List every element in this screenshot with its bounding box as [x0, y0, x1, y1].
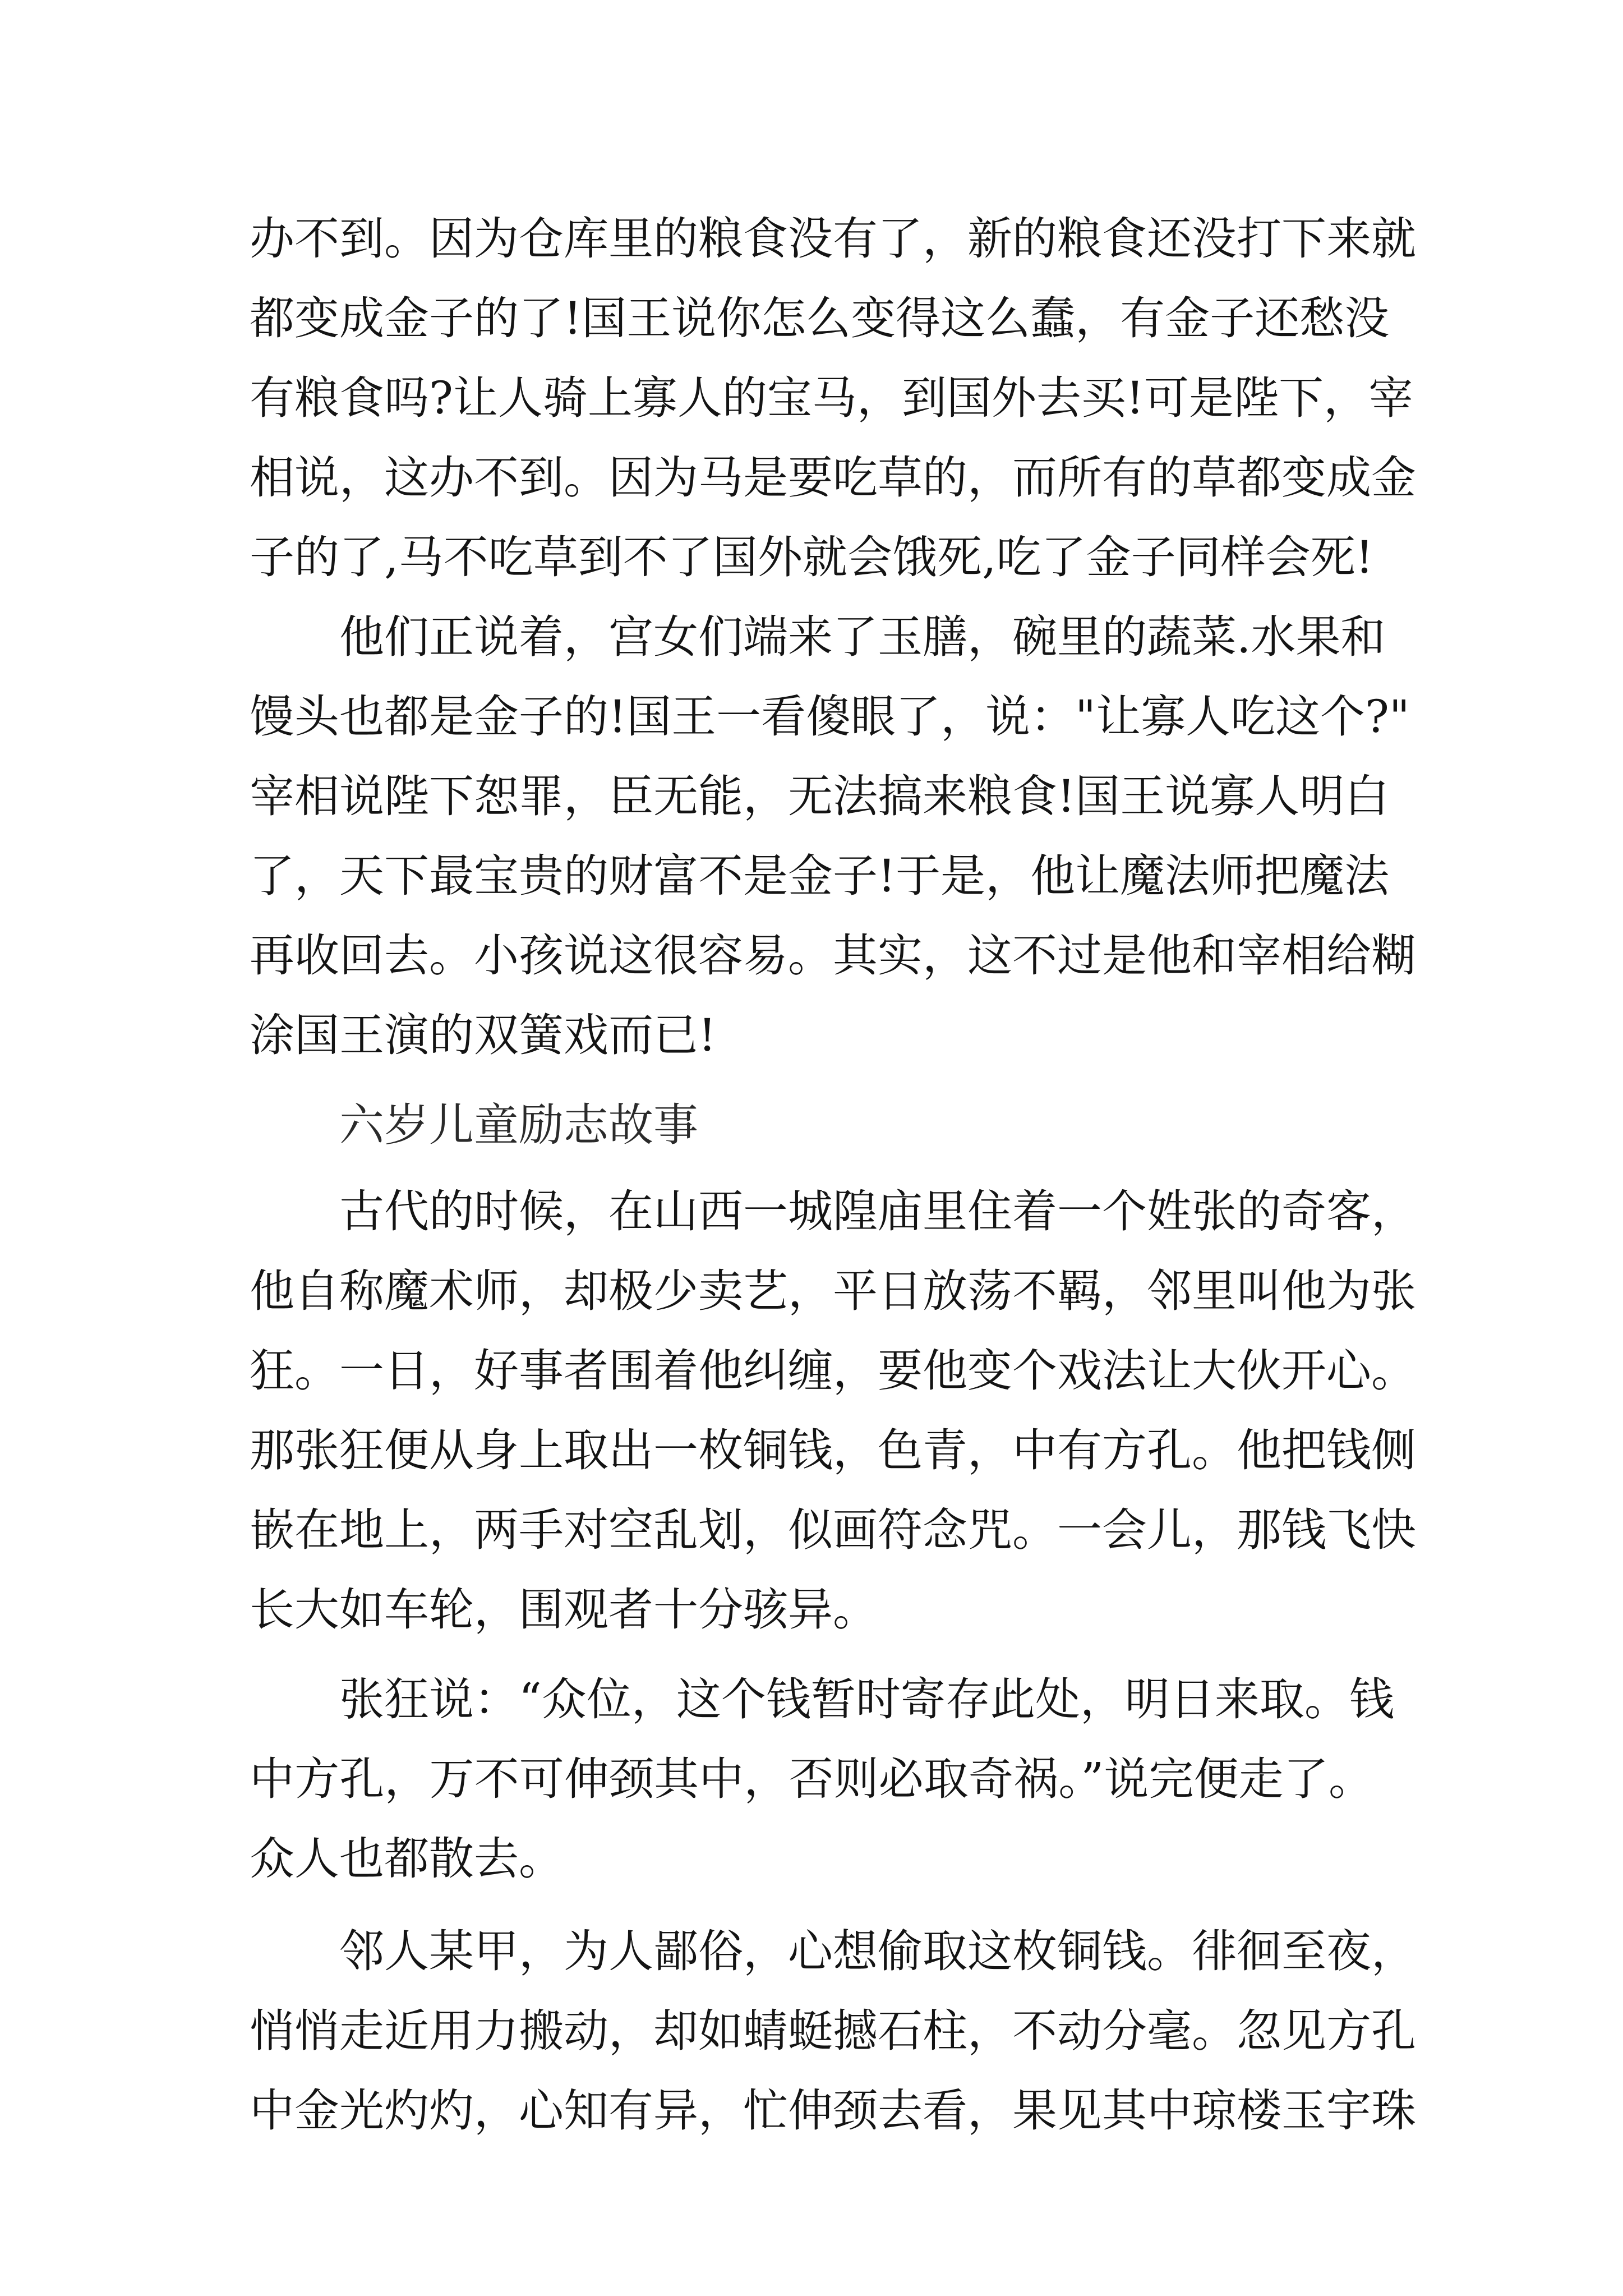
text-line: 宰相说陛下恕罪，臣无能，无法搞来粮食!国王说寡人明白 — [250, 770, 1390, 822]
text-line: 邻人某甲，为人鄙俗，心想偷取这枚铜钱。徘徊至夜， — [339, 1925, 1416, 1977]
section-heading — [250, 1085, 1373, 1165]
text-line: 他们正说着，宫女们端来了玉膳，碗里的蔬菜.水果和 — [339, 611, 1386, 663]
section-title: 六岁儿童励志故事 — [339, 1099, 698, 1151]
text-line: 了，天下最宝贵的财富不是金子!于是，他让魔法师把魔法 — [250, 850, 1390, 902]
text-line: 张狂说：“众位，这个钱暂时寄存此处，明日来取。钱 — [339, 1673, 1394, 1726]
text-line: 馒头也都是金子的!国王一看傻眼了，说："让寡人吃这个?" — [250, 691, 1410, 743]
text-line: 那张狂便从身上取出一枚铜钱，色青，中有方孔。他把钱侧 — [250, 1424, 1416, 1476]
text-line: 狂。一日，好事者围着他纠缠，要他变个戏法让大伙开心。 — [250, 1345, 1416, 1397]
text-line: 有粮食吗?让人骑上寡人的宝马，到国外去买!可是陛下，宰 — [250, 372, 1414, 424]
text-line: 悄悄走近用力搬动，却如蜻蜓撼石柱，不动分毫。忽见方孔 — [250, 2005, 1416, 2057]
paragraph-golden-meal — [250, 597, 1416, 1075]
paragraph-zhang-kuang-intro — [250, 1172, 1416, 1650]
text-line: 长大如车轮，围观者十分骇异。 — [250, 1584, 878, 1636]
text-line: 众人也都散去。 — [250, 1833, 564, 1885]
text-line: 再收回去。小孩说这很容易。其实，这不过是他和宰相给糊 — [250, 930, 1416, 982]
text-line: 涂国王演的双簧戏而已! — [250, 1009, 717, 1061]
text-line: 他自称魔术师，却极少卖艺，平日放荡不羁，邻里叫他为张 — [250, 1265, 1416, 1317]
paragraph-zhang-kuang-warning — [250, 1660, 1394, 1899]
text-line: 相说，这办不到。因为马是要吃草的，而所有的草都变成金 — [250, 452, 1416, 504]
paragraph-story-ending — [250, 199, 1416, 597]
paragraph-neighbor — [250, 1912, 1416, 2151]
text-line: 办不到。因为仓库里的粮食没有了，新的粮食还没打下来就 — [250, 213, 1416, 265]
text-line: 中金光灼灼，心知有异，忙伸颈去看，果见其中琼楼玉宇珠 — [250, 2085, 1416, 2137]
body-text — [250, 199, 1416, 2151]
text-line: 都变成金子的了!国王说你怎么变得这么蠢，有金子还愁没 — [250, 292, 1390, 344]
text-line: 嵌在地上，两手对空乱划，似画符念咒。一会儿，那钱飞快 — [250, 1504, 1416, 1556]
text-line: 中方孔，万不可伸颈其中，否则必取奇祸。”说完便走了。 — [250, 1753, 1373, 1805]
text-line: 子的了,马不吃草到不了国外就会饿死,吃了金子同样会死! — [250, 531, 1373, 583]
text-line: 古代的时候，在山西一城隍庙里住着一个姓张的奇客， — [339, 1185, 1416, 1237]
